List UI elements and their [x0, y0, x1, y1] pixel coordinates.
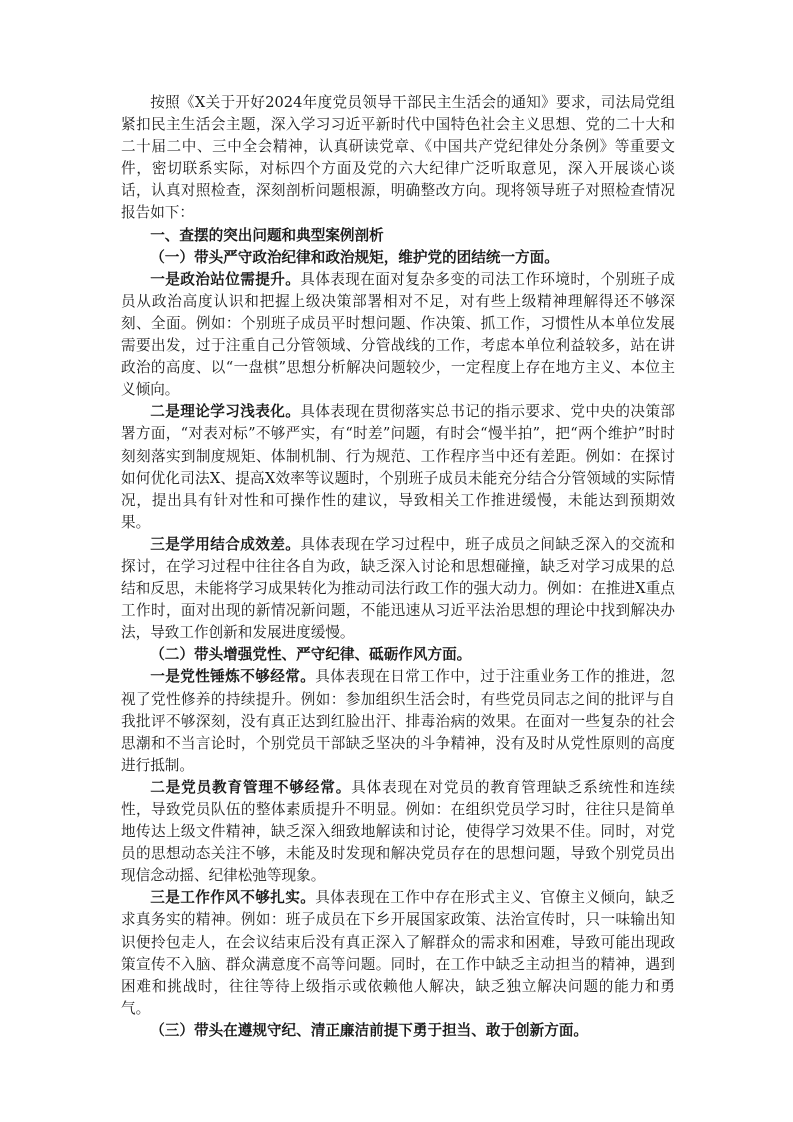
intro-paragraph: 按照《X关于开好2024年度党员领导干部民主生活会的通知》要求，司法局党组紧扣民主生活会主题，深入学习习近平新时代中国特色社会主义思想、党的二十大和二十届二中、三中全会精神，认真研读党章、《中国共产党纪律处分条例》等重要文件，密切联系实际，对标四个方面及党的六大纪律广泛听取意见，深入开展谈心谈话，认真对照检查，深刻剖析问题根源，明确整改方向。现将领导班子对照检查情况报告如下：: [121, 94, 675, 222]
paragraph-2-3: [121, 887, 675, 1020]
paragraph-text: 具体表现在贯彻落实总书记的指示要求、党中央的决策部署方面，“对表对标”不够严实，有“时差”问题，有时会“慢半拍”，把“两个维护”时时刻刻落实到制度规矩、体制机制、行为规范、工作程序当中还有差距。例如：在探讨如何优化司法X、提高X效率等议题时，个别班子成员未能充分结合分管领域的实际情况，提出具有针对性和可操作性的建议，导致相关工作推进缓慢，未能达到预期效果。: [121, 403, 675, 531]
paragraph-2-2: [121, 777, 675, 887]
paragraph-lead: 三是学用结合成效差。: [150, 535, 301, 553]
section-heading-1: 一、查摆的突出问题和典型案例剖析: [150, 226, 384, 244]
paragraph-text: 具体表现在面对复杂多变的司法工作环境时，个别班子成员从政治高度认识和把握上级决策部署相对不足，对有些上级精神理解得还不够深刻、全面。例如：个别班子成员平时想问题、作决策、抓工作，习惯性从本单位发展需要出发，过于注重自己分管领域、分管战线的工作，考虑本单位利益较多，站在讲政治的高度、以“一盘棋”思想分析解决问题较少，一定程度上存在地方主义、本位主义倾向。: [121, 270, 675, 399]
paragraph-lead: 一是政治站位需提升。: [150, 270, 301, 288]
paragraph-text: 具体表现在对党员的教育管理缺乏系统性和连续性，导致党员队伍的整体素质提升不明显。例如：在组织党员学习时，往往只是简单地传达上级文件精神，缺乏深入细致地解读和讨论，使得学习效果不佳。同时，对党员的思想动态关注不够，未能及时发现和解决党员存在的思想问题，导致个别党员出现信念动摇、纪律松弛等现象。: [121, 778, 675, 885]
paragraph-text: 具体表现在工作中存在形式主义、官僚主义倾向，缺乏求真务实的精神。例如：班子成员在下乡开展国家政策、法治宣传时，只一味输出知识便拎包走人，在会议结束后没有真正深入了解群众的需求和困难，导致可能出现政策宣传不入脑、群众满意度不高等问题。同时，在工作中缺乏主动担当的精神，遇到困难和挑战时，往往等待上级指示或依赖他人解决，缺乏独立解决问题的能力和勇气。: [121, 889, 675, 1017]
document-body: [121, 92, 675, 1042]
subsection-heading-2: （二）带头增强党性、严守纪律、砥砺作风方面。: [150, 646, 472, 664]
paragraph-2-1: [121, 666, 675, 776]
paragraph-lead: 三是工作作风不够扎实。: [150, 889, 316, 907]
paragraph-1-1: [121, 269, 675, 402]
paragraph-1-2: [121, 401, 675, 534]
paragraph-lead: 二是理论学习浅表化。: [150, 403, 301, 421]
subsection-heading-1: （一）带头严守政治纪律和政治规矩，维护党的团结统一方面。: [150, 248, 559, 266]
paragraph-text: 具体表现在学习过程中，班子成员之间缺乏深入的交流和探讨，在学习过程中往往各自为政，缺乏深入讨论和思想碰撞，缺乏对学习成果的总结和反思，未能将学习成果转化为推动司法行政工作的强大动力。例如：在推进X重点工作时，面对出现的新情况新问题，不能迅速从习近平法治思想的理论中找到解决办法，导致工作创新和发展进度缓慢。: [121, 535, 675, 642]
paragraph-text: 具体表现在日常工作中，过于注重业务工作的推进，忽视了党性修养的持续提升。例如：参加组织生活会时，有些党员同志之间的批评与自我批评不够深刻，没有真正达到红脸出汗、排毒治病的效果。在面对一些复杂的社会思潮和不当言论时，个别党员干部缺乏坚决的斗争精神，没有及时从党性原则的高度进行抵制。: [121, 668, 675, 774]
paragraph-lead: 二是党员教育管理不够经常。: [150, 778, 352, 796]
paragraph-1-3: [121, 534, 675, 644]
subsection-heading-3: （三）带头在遵规守纪、清正廉洁前提下勇于担当、敢于创新方面。: [150, 1021, 589, 1039]
paragraph-lead: 一是党性锤炼不够经常。: [150, 668, 316, 686]
